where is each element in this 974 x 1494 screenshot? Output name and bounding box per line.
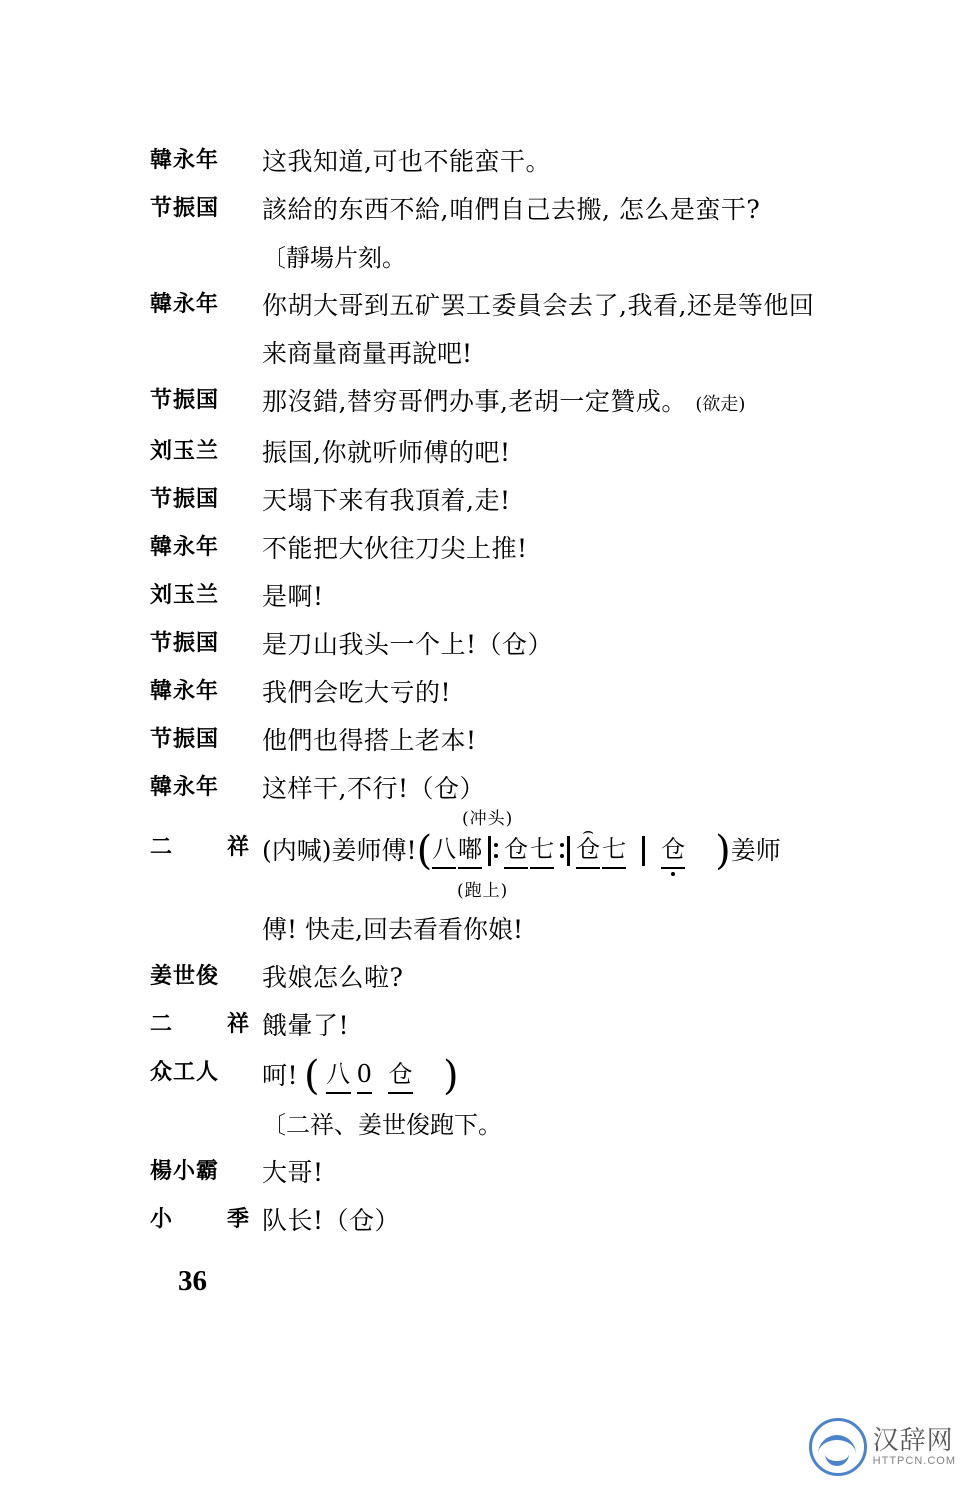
inline-stage-direction: (内喊) [262,835,332,865]
percussion-note: 0 [357,1057,373,1094]
speaker-name: 节振国 [150,387,220,413]
stage-direction: 〔靜場片刻。 [262,244,406,272]
percussion-note-group [432,832,482,869]
dialogue-line [150,436,940,470]
dialogue-line [150,961,940,995]
dialogue-line [150,532,940,566]
dialogue-text: 他們也得搭上老本! [262,726,477,755]
dialogue-text: 这我知道,可也不能蛮干。 [262,147,551,176]
dialogue-text: 这样干,不行!（仓） [262,774,485,803]
dialogue-text: 你胡大哥到五矿罢工委員会去了,我看,还是等他回 [262,291,815,320]
percussion-note: ⌢ 仓 [576,832,600,869]
dialogue-text: 餓暈了! [262,1011,350,1040]
dialogue-line-with-percussion [150,809,940,901]
percussion-bottom-label: (跑上) [457,881,509,901]
dialogue-text: 天塌下来有我頂着,走! [262,486,511,515]
speaker-name-part-2: 祥 [226,834,250,860]
percussion-note: 仓 [661,832,685,869]
speaker-name: 韓永年 [150,774,220,800]
dialogue-text: 我娘怎么啦? [262,963,404,992]
speaker-name: 韓永年 [150,291,220,317]
percussion-row [262,1052,940,1099]
speaker-name-part-1: 二 [150,834,174,860]
dialogue-line [150,484,940,518]
dialogue-text-tail: 姜师 [730,835,781,865]
dialogue-text [262,1052,940,1099]
percussion-note: 仓 [388,1057,413,1094]
speaker-name: 刘玉兰 [150,438,220,464]
speaker-name-part-1: 小 [150,1206,174,1232]
speaker-name: 韓永年 [150,147,220,173]
percussion-open-paren: ( [304,1052,321,1099]
stage-direction: 〔二祥、姜世俊跑下。 [262,1111,502,1139]
page-number: 36 [178,1265,207,1297]
dialogue-text-main: 那沒錯,替穷哥們办事,老胡一定贊成。 [262,387,687,416]
repeat-sign-end [560,834,570,868]
percussion-note-group [576,832,626,869]
dialogue-line [150,1009,940,1043]
dialogue-line [150,724,940,758]
dialogue-line [150,676,940,710]
dialogue-line [150,580,940,614]
dialogue-line [150,772,940,806]
repeat-sign-start [488,834,498,868]
speaker-name-part-1: 二 [150,1011,174,1037]
dialogue-line-with-percussion [150,1052,940,1099]
percussion-open-paren: ( [416,827,433,874]
watermark-text [873,1427,956,1468]
dialogue-line [150,145,940,179]
speaker-name: 节振国 [150,486,220,512]
speaker-name-part-2: 季 [226,1206,250,1232]
speaker-name-part-2: 祥 [226,1011,250,1037]
dialogue-line [150,628,940,662]
dialogue-line [150,1204,940,1238]
dialogue-text: 大哥! [262,1158,324,1187]
inline-stage-direction: (欲走) [695,394,746,415]
dialogue-continuation: 傅! 快走,回去看看你娘! [262,915,523,944]
dialogue-text: 不能把大伙往刀尖上推! [262,534,528,563]
watermark-site-name: 汉辞网 [872,1425,954,1456]
watermark [809,1418,956,1476]
speaker-name: 楊小霸 [150,1158,220,1184]
dialogue-text-main: 姜师傅! [331,835,417,865]
percussion-close-paren: ) [715,827,731,874]
speaker-name: 刘玉兰 [150,582,220,608]
percussion-note-group [504,832,554,869]
percussion-note: 嘟 [458,832,482,869]
speaker-name: 节振国 [150,726,220,752]
dialogue-text: 队长!（仓） [262,1206,401,1235]
percussion-wrapper [262,809,940,901]
speaker-name [150,832,262,862]
speaker-name: 姜世俊 [150,963,220,989]
dialogue-text: 該給的东西不給,咱們自己去搬, 怎么是蛮干? [262,195,761,224]
script-body [150,145,940,1252]
dialogue-continuation: 来商量商量再說吧! [262,339,473,368]
speaker-name: 韓永年 [150,678,220,704]
percussion-close-paren: ) [442,1052,460,1099]
watermark-url: HTTPCN.COM [872,1455,956,1468]
dialogue-text: 是啊! [262,582,324,611]
dialogue-text: 我們会吃大亏的! [262,678,452,707]
percussion-note: 八 [432,832,456,869]
percussion-top-label: (冲头) [462,809,514,829]
speaker-name [150,1204,262,1234]
globe-icon [809,1418,867,1476]
bar-line [642,836,645,866]
speaker-name [150,1009,262,1039]
percussion-note: 仓 [504,832,528,869]
dialogue-text: 振国,你就听师傅的吧! [262,438,511,467]
dialogue-text: 是刀山我头一个上!（仓） [262,630,554,659]
percussion-note: 八 [326,1057,351,1094]
dialogue-line [150,385,940,422]
dialogue-line [150,289,940,323]
dialogue-text-main: 呵! [262,1060,299,1090]
speaker-name: 节振国 [150,630,220,656]
percussion-note: 七 [530,832,554,869]
dialogue-text [262,385,940,422]
percussion-note: 七 [602,832,626,869]
speaker-name: 众工人 [150,1059,220,1085]
dialogue-line [150,193,940,227]
speaker-name: 韓永年 [150,534,220,560]
dialogue-line [150,1156,940,1190]
percussion-row [262,827,940,874]
speaker-name: 节振国 [150,195,220,221]
